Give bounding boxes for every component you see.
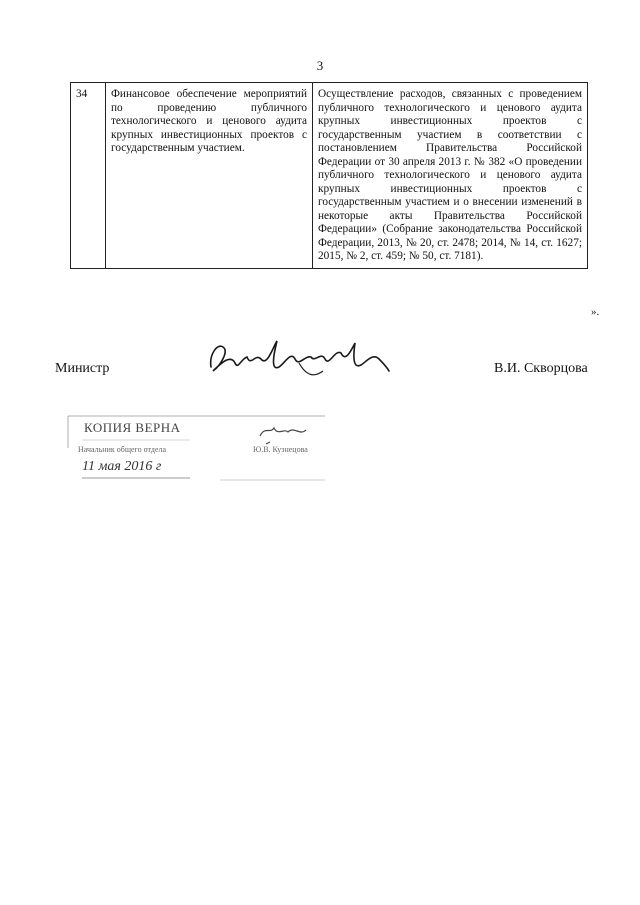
page-number: 3 <box>316 58 324 73</box>
handwritten-signature <box>203 337 393 385</box>
row-number: 34 <box>71 83 106 269</box>
row-name: Финансовое обеспечение мероприятий по проведению публичного технологического и ценового аудита крупных инвестиционных проектов с государственным участием. <box>106 83 313 269</box>
document-table <box>70 82 588 269</box>
stamp-person: Ю.В. Кузнецова <box>253 445 308 454</box>
stamp-role: Начальник общего отдела <box>78 445 167 454</box>
table-row <box>71 83 588 269</box>
row-description: Осуществление расходов, связанных с проведением публичного технологического и ценового аудита крупных инвестиционных проектов с государственным участием в соответствии с постановлением Правительства Российской Федерации от 30 апреля 2013 г. № 382 «О проведении публичного технологического и ценового аудита крупных инвестиционных проектов с государственным участием и о внесении изменений в некоторые акты Правительства Российской Федерации» (Собрание законодательства Российской Федерации, 2013, № 20, ст. 2478; 2014, № 14, ст. 1627; 2015, № 2, ст. 459; № 50, ст. 7181). <box>313 83 588 269</box>
signoff-name: В.И. Скворцова <box>494 361 588 376</box>
stamp-title: КОПИЯ ВЕРНА <box>84 420 181 435</box>
copy-certification-stamp <box>60 408 330 488</box>
stamp-date: 11 мая 2016 г <box>82 459 162 474</box>
closing-quote-mark: ». <box>591 306 600 318</box>
signoff-title: Министр <box>55 361 110 376</box>
